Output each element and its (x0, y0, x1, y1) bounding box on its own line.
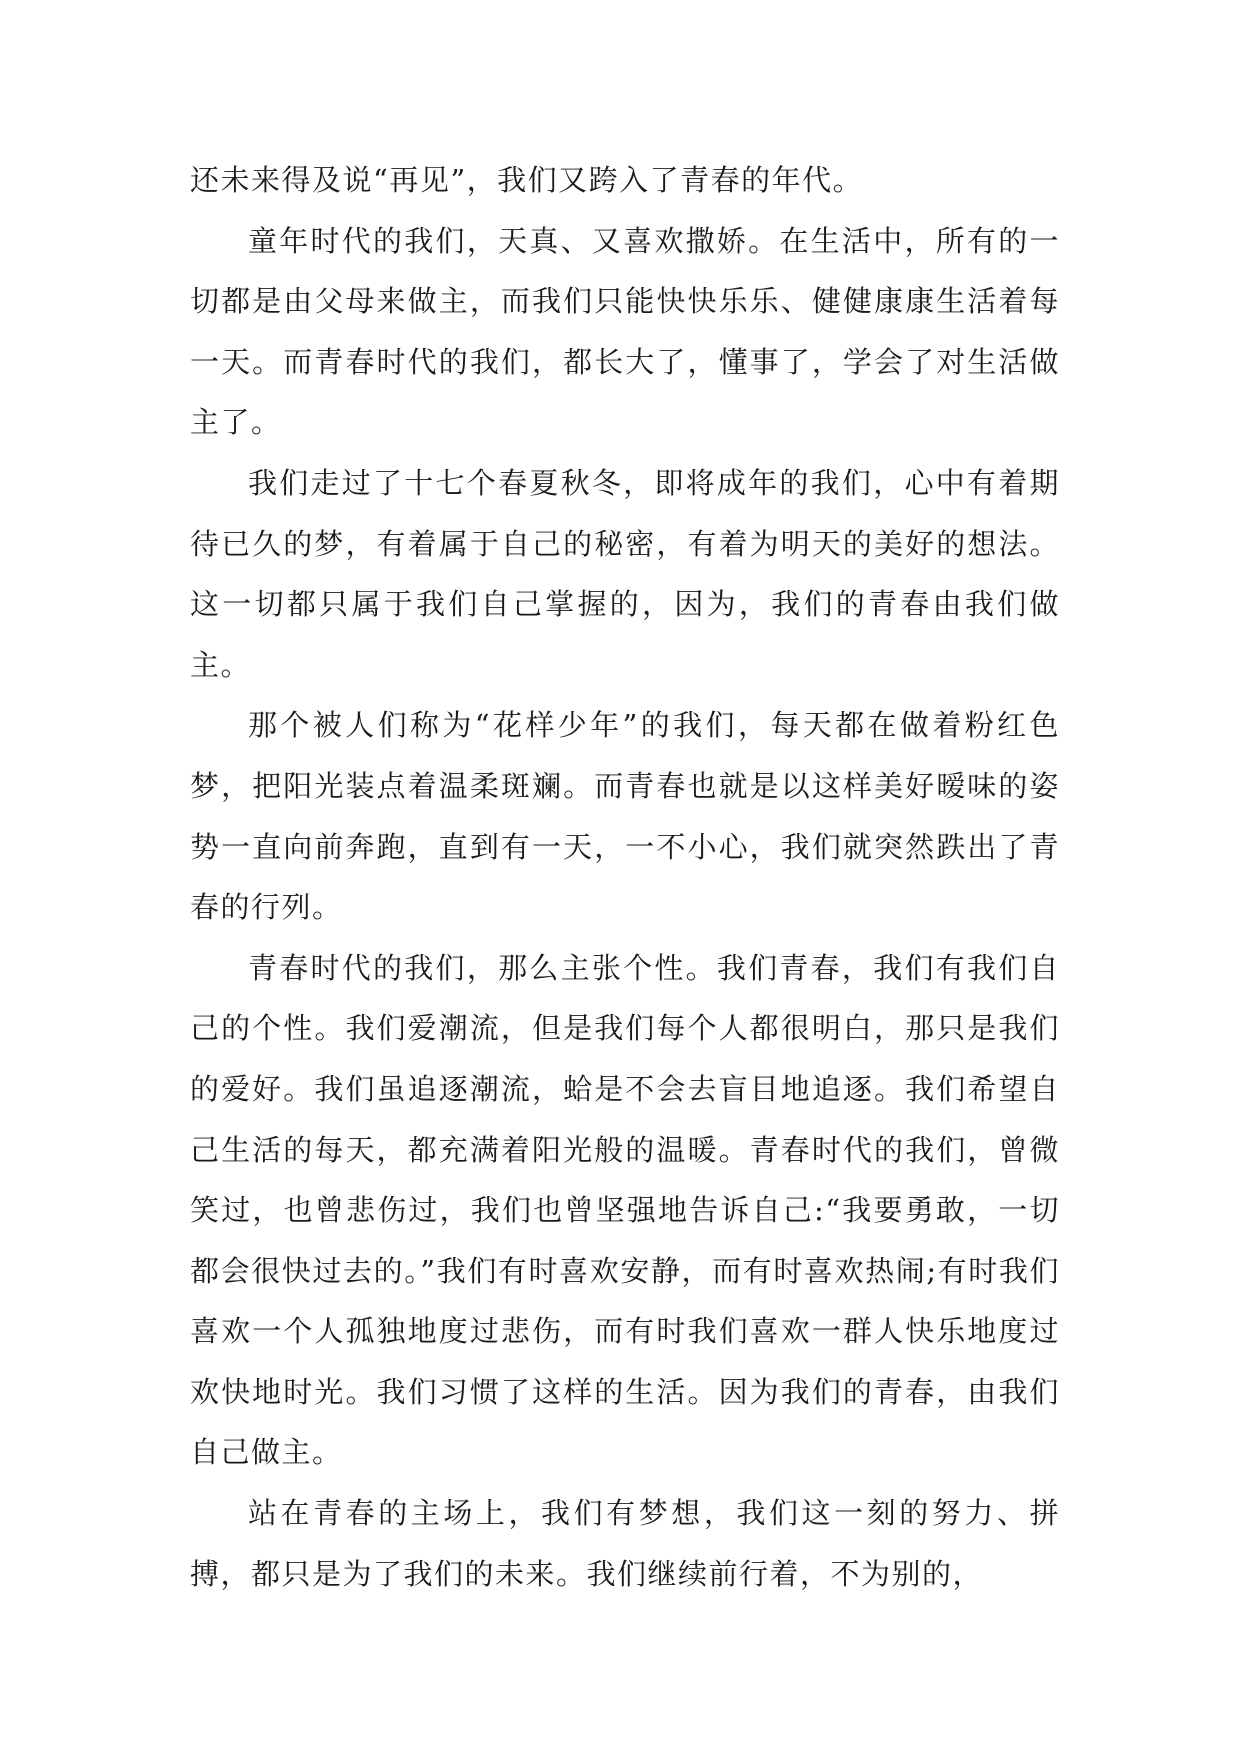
paragraph-flower-youth: 那个被人们称为“花样少年”的我们，每天都在做着粉红色梦，把阳光装点着温柔斑斓。而青春也就是以这样美好暧味的姿势一直向前奔跑，直到有一天，一不小心，我们就突然跌出了青春的行列。 (190, 708, 1060, 925)
paragraph-individuality: 青春时代的我们，那么主张个性。我们青春，我们有我们自己的个性。我们爱潮流，但是我们每个人都很明白，那只是我们的爱好。我们虽追逐潮流，蛤是不会去盲目地追逐。我们希望自己生活的每天，都充满着阳光般的温暖。青春时代的我们，曾微笑过，也曾悲伤过，我们也曾坚强地告诉自己:“我要勇敢，一切都会很快过去的。”我们有时喜欢安静，而有时喜欢热闹;有时我们喜欢一个人孤独地度过悲伤，而有时我们喜欢一群人快乐地度过欢快地时光。我们习惯了这样的生活。因为我们的青春，由我们自己做主。 (190, 950, 1060, 1470)
paragraph-dreams: 站在青春的主场上，我们有梦想，我们这一刻的努力、拼搏，都只是为了我们的未来。我们继续前行着，不为别的， (190, 1496, 1060, 1591)
paragraph-seventeen-years: 我们走过了十七个春夏秋冬，即将成年的我们，心中有着期待已久的梦，有着属于自己的秘密，有着为明天的美好的想法。这一切都只属于我们自己掌握的，因为，我们的青春由我们做主。 (190, 465, 1060, 682)
paragraph-continuation: 还未来得及说“再见”，我们又跨入了青春的年代。 (190, 163, 864, 197)
document-body (190, 150, 1060, 1604)
paragraph-childhood: 童年时代的我们，天真、又喜欢撒娇。在生活中，所有的一切都是由父母来做主，而我们只能快快乐乐、健健康康生活着每一天。而青春时代的我们，都长大了，懂事了，学会了对生活做主了。 (190, 223, 1060, 440)
